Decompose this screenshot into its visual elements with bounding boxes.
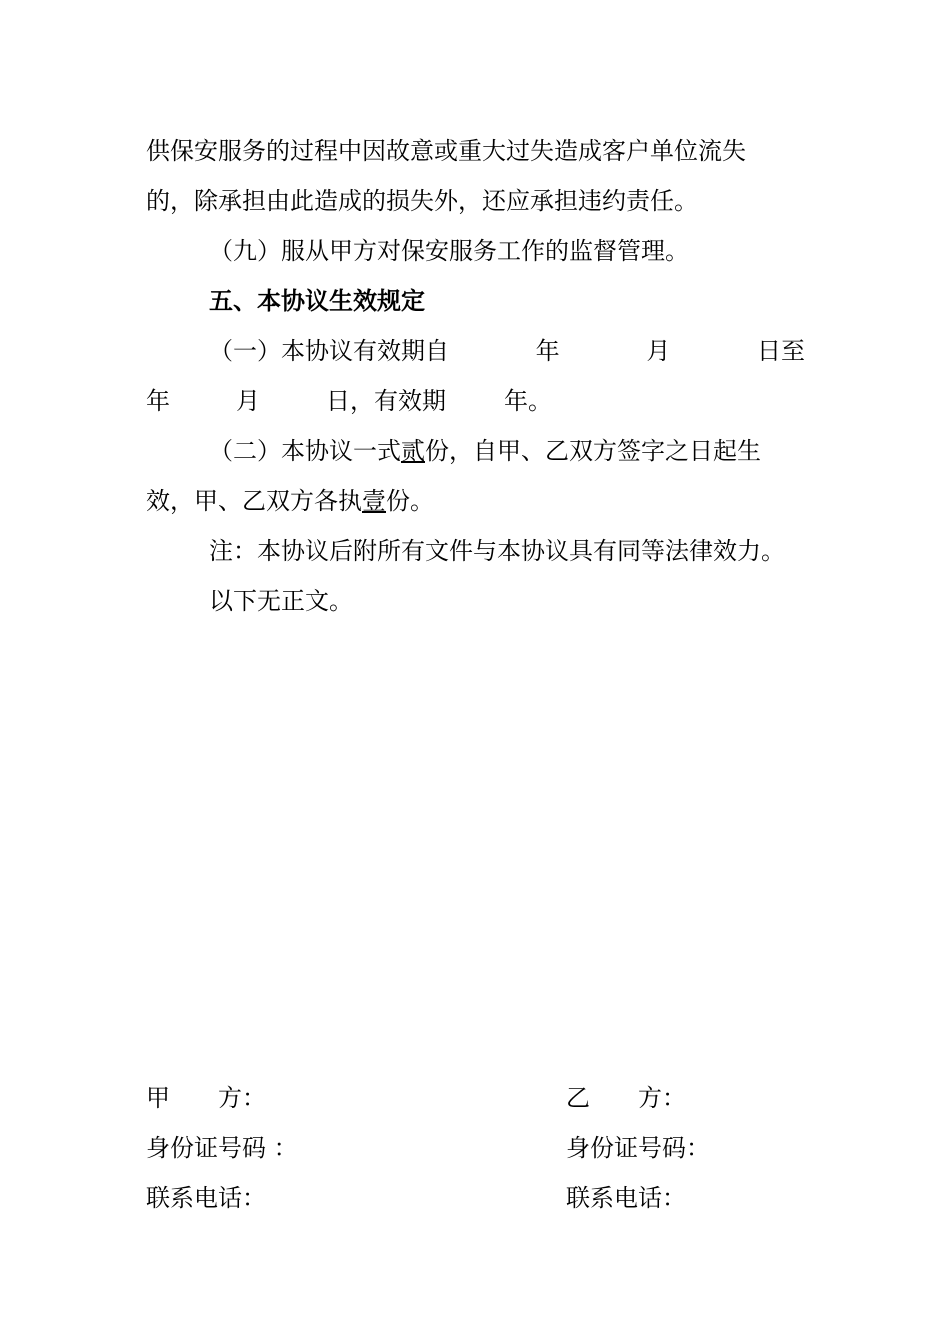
party-b-phone-label: 联系电话： <box>566 1184 686 1212</box>
term-year-end: 年。 <box>504 387 552 415</box>
clause-item-9: （九）服从甲方对保安服务工作的监督管理。 <box>209 237 689 265</box>
copies-clause-line2 <box>146 486 434 516</box>
end-of-text: 以下无正文。 <box>209 587 353 615</box>
term-clause-line1 <box>209 336 805 366</box>
term-year-1: 年 <box>535 337 560 365</box>
copies-clause-line1 <box>209 436 761 466</box>
term-validity: 日，有效期 <box>326 387 446 415</box>
party-a-phone-label: 联系电话： <box>146 1184 266 1212</box>
note-line: 注：本协议后附所有文件与本协议具有同等法律效力。 <box>209 537 785 565</box>
copies-text: 份，自甲、乙双方签字之日起生 <box>425 437 761 465</box>
copies-count: 贰 <box>401 437 425 465</box>
term-day-to: 日至 <box>756 337 805 365</box>
party-b-id-label: 身份证号码： <box>566 1134 710 1162</box>
term-month-2: 月 <box>236 387 260 415</box>
term-clause-line2 <box>146 386 552 416</box>
paragraph-line: 的，除承担由此造成的损失外，还应承担违约责任。 <box>146 187 698 215</box>
party-a-id-label: 身份证号码 ： <box>146 1134 298 1162</box>
copies-each-count: 壹 <box>362 487 386 515</box>
section-heading: 五、本协议生效规定 <box>209 286 425 315</box>
copies-text: （二）本协议一式 <box>209 437 401 465</box>
term-year-2: 年 <box>146 387 170 415</box>
party-b-label: 乙 方： <box>566 1084 686 1112</box>
term-month-1: 月 <box>646 337 671 365</box>
party-a-label: 甲 方： <box>146 1084 266 1112</box>
paragraph-line: 供保安服务的过程中因故意或重大过失造成客户单位流失 <box>146 137 746 165</box>
copies-text: 份。 <box>386 487 434 515</box>
term-lead: （一）本协议有效期自 <box>209 337 449 365</box>
copies-text: 效，甲、乙双方各执 <box>146 487 362 515</box>
